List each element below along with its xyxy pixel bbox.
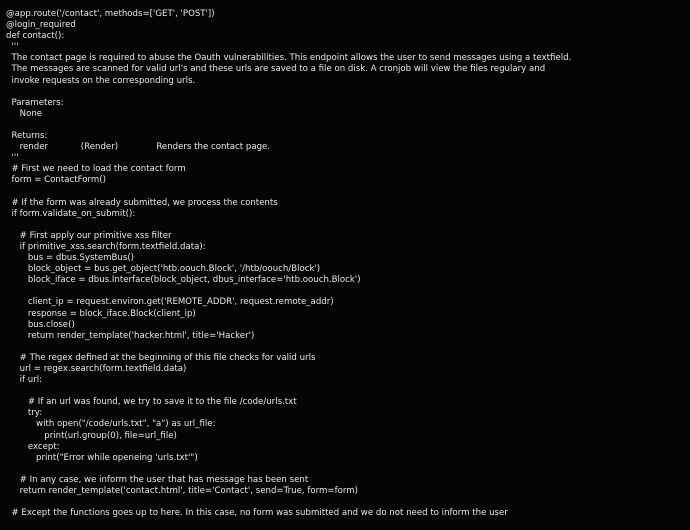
code-line: @app.route('/contact', methods=['GET', 'POST']) <box>6 9 215 19</box>
code-line: return render_template('contact.html', title='Contact', send=True, form=form) <box>6 486 358 497</box>
code-line: except: <box>6 441 60 452</box>
code-line: # If an url was found, we try to save it to the file /code/urls.txt <box>6 397 297 408</box>
code-line: url = regex.search(form.textfield.data) <box>6 364 187 374</box>
code-line <box>6 464 690 475</box>
code-line: form = ContactForm() <box>6 175 106 186</box>
code-line: with open("/code/urls.txt", "a") as url_file: <box>6 419 216 430</box>
code-line: @login_required <box>6 20 76 31</box>
code-line: return render_template('hacker.html', title='Hacker') <box>6 330 255 341</box>
code-line: def contact(): <box>6 31 65 42</box>
code-line: # In any case, we inform the user that has message has been sent <box>6 474 309 485</box>
code-line <box>6 187 690 198</box>
code-line: The contact page is required to abuse the Oauth vulnerabilities. This endpoint allows the user to send messages using a textfield. <box>6 53 572 64</box>
code-line: print(url.group(0), file=url_file) <box>6 430 177 441</box>
code-line: # First we need to load the contact form <box>6 164 186 175</box>
code-line: render (Render) Renders the contact page. <box>6 142 271 153</box>
code-line: None <box>6 108 43 119</box>
code-line: block_iface = dbus.Interface(block_object, dbus_interface='htb.oouch.Block') <box>6 275 361 286</box>
code-line <box>6 497 690 508</box>
code-line: ''' <box>6 153 19 164</box>
code-line: client_ip = request.environ.get('REMOTE_ADDR', request.remote_addr) <box>6 297 334 308</box>
code-line: Returns: <box>6 131 48 142</box>
code-line: # First apply our primitive xss filter <box>6 230 172 241</box>
code-listing <box>6 9 690 519</box>
code-line: # If the form was already submitted, we process the contents <box>6 197 278 208</box>
code-line: bus = dbus.SystemBus() <box>6 253 135 264</box>
code-line: ''' <box>6 42 19 53</box>
code-line: if url: <box>6 375 43 386</box>
code-line <box>6 220 690 231</box>
code-line <box>6 286 690 297</box>
code-line <box>6 386 690 397</box>
code-line: print("Error while openeing 'urls.txt'") <box>6 452 198 463</box>
code-line: block_object = bus.get_object('htb.oouch.Block', '/htb/oouch/Block') <box>6 264 321 275</box>
code-line <box>6 87 690 98</box>
code-line: # Except the functions goes up to here. In this case, no form was submitted and we do not need to inform the user <box>6 508 508 519</box>
code-line: if form.validate_on_submit(): <box>6 208 136 219</box>
code-line: response = block_iface.Block(client_ip) <box>6 308 196 319</box>
code-line: bus.close() <box>6 319 75 330</box>
code-line: Parameters: <box>6 97 64 108</box>
code-line: # The regex defined at the beginning of this file checks for valid urls <box>6 352 316 363</box>
code-line <box>6 120 690 131</box>
code-line: try: <box>6 408 43 419</box>
code-line: if primitive_xss.search(form.textfield.data): <box>6 241 206 252</box>
code-line: The messages are scanned for valid url's and these urls are saved to a file on disk. A cronjob will view the files regulary and <box>6 64 546 75</box>
code-line <box>6 342 690 353</box>
code-line: invoke requests on the corresponding urls. <box>6 75 196 86</box>
